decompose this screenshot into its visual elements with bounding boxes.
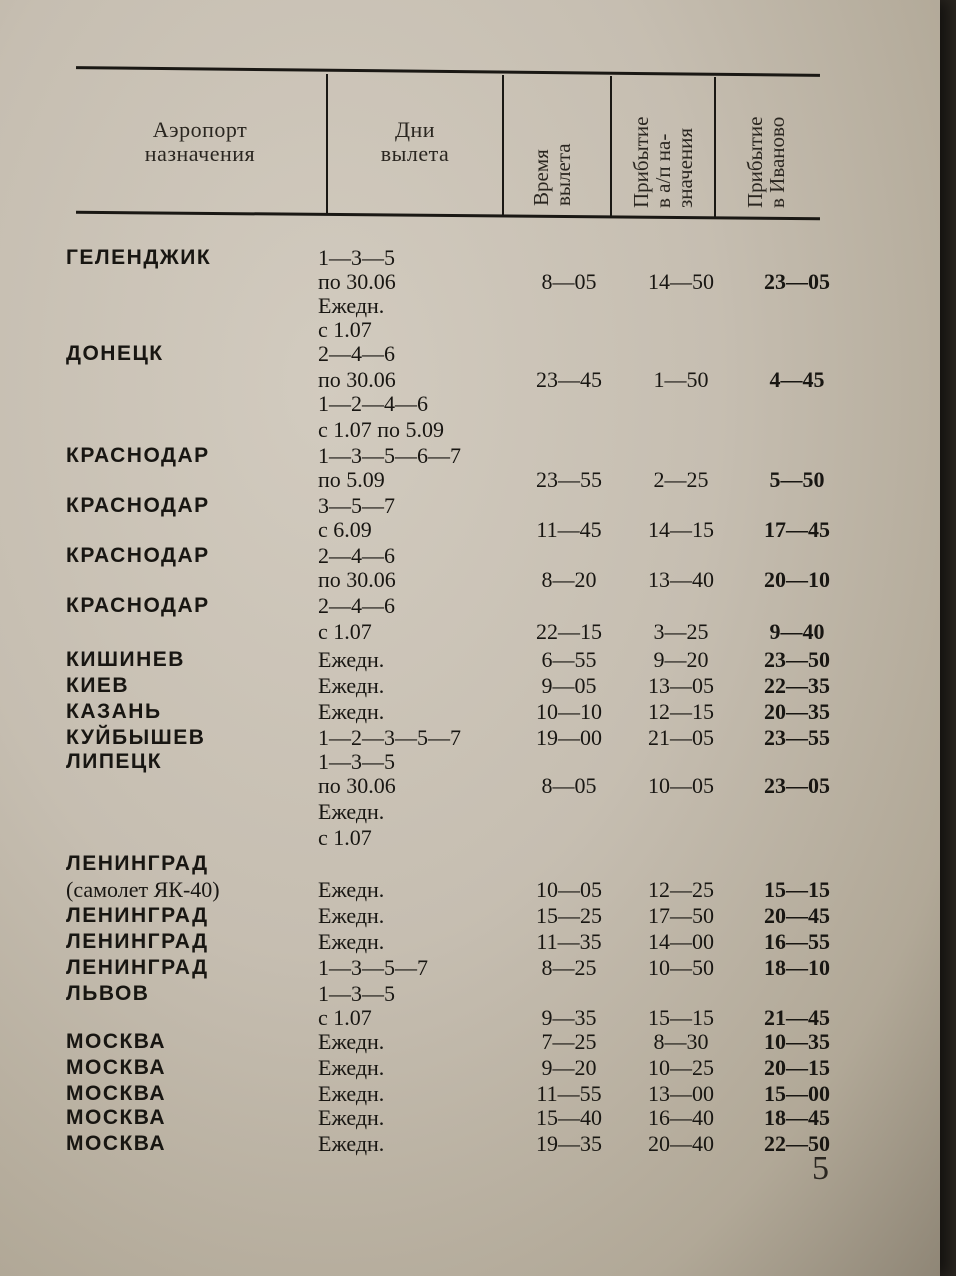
departure-cell: 9—35 — [541, 1005, 597, 1030]
table-row — [0, 620, 940, 644]
days-cell: 1—3—5 — [318, 749, 395, 774]
table-row — [0, 826, 940, 850]
header-arrival-ivanovo: Прибытие в Иваново — [743, 116, 789, 208]
city-cell: КАЗАНЬ — [66, 700, 162, 723]
table-row — [0, 270, 940, 294]
departure-cell: 10—10 — [536, 699, 602, 724]
city-cell: ЛЕНИНГРАД — [66, 956, 209, 979]
days-cell: Ежедн. — [318, 1131, 385, 1156]
table-row — [0, 444, 940, 468]
header-days: Дни вылета — [380, 117, 450, 166]
city-cell: МОСКВА — [66, 1082, 167, 1105]
arrival-ivanovo-cell: 16—55 — [764, 929, 830, 954]
arrival-ivanovo-cell: 20—15 — [764, 1055, 830, 1080]
days-cell: Ежедн. — [318, 293, 385, 318]
days-cell: Ежедн. — [318, 903, 385, 928]
arrival-ivanovo-cell: 9—40 — [769, 619, 825, 644]
city-cell: (самолет ЯК-40) — [66, 877, 220, 902]
days-cell: Ежедн. — [318, 1081, 385, 1106]
col-divider-2 — [502, 75, 504, 215]
table-row — [0, 1030, 940, 1054]
days-cell: Ежедн. — [318, 929, 385, 954]
days-cell: 3—5—7 — [318, 493, 395, 518]
city-cell: МОСКВА — [66, 1106, 167, 1129]
arrival-ivanovo-cell: 17—45 — [764, 517, 830, 542]
city-cell: КРАСНОДАР — [66, 544, 210, 567]
departure-cell: 8—05 — [541, 773, 597, 798]
arrival-ivanovo-cell: 23—05 — [764, 269, 830, 294]
arrival-ivanovo-cell: 5—50 — [769, 467, 825, 492]
arrival-ivanovo-cell: 23—05 — [764, 773, 830, 798]
col-divider-1 — [326, 74, 328, 214]
days-cell: по 30.06 — [318, 367, 396, 392]
header-bottom-rule — [76, 211, 820, 220]
col-divider-4 — [714, 77, 716, 217]
arrival-destination-cell: 13—05 — [648, 673, 714, 698]
header-airport: Аэропорт назначения — [144, 117, 256, 166]
table-row — [0, 544, 940, 568]
departure-cell: 23—55 — [536, 467, 602, 492]
table-row — [0, 468, 940, 492]
days-cell: с 1.07 — [318, 825, 372, 850]
arrival-destination-cell: 12—15 — [648, 699, 714, 724]
arrival-ivanovo-cell: 4—45 — [769, 367, 825, 392]
departure-cell: 19—35 — [536, 1131, 602, 1156]
days-cell: 1—3—5—7 — [318, 955, 428, 980]
arrival-destination-cell: 1—50 — [653, 367, 709, 392]
table-row — [0, 318, 940, 342]
city-cell: ЛЕНИНГРАД — [66, 904, 209, 927]
table-row — [0, 568, 940, 592]
arrival-ivanovo-cell: 20—10 — [764, 567, 830, 592]
table-row — [0, 246, 940, 270]
city-cell: МОСКВА — [66, 1132, 167, 1155]
city-cell: МОСКВА — [66, 1056, 167, 1079]
departure-cell: 22—15 — [536, 619, 602, 644]
table-row — [0, 774, 940, 798]
days-cell: 1—2—4—6 — [318, 391, 428, 416]
table-row — [0, 878, 940, 902]
table-row — [0, 674, 940, 698]
departure-cell: 11—35 — [536, 929, 602, 954]
table-row — [0, 494, 940, 518]
table-row — [0, 418, 940, 442]
city-cell: ЛЬВОВ — [66, 982, 150, 1005]
city-cell: ЛЕНИНГРАД — [66, 930, 209, 953]
table-row — [0, 982, 940, 1006]
arrival-destination-cell: 14—50 — [648, 269, 714, 294]
table-row — [0, 726, 940, 750]
days-cell: с 1.07 — [318, 317, 372, 342]
table-row — [0, 594, 940, 618]
arrival-ivanovo-cell: 15—15 — [764, 877, 830, 902]
table-row — [0, 368, 940, 392]
days-cell: по 30.06 — [318, 567, 396, 592]
departure-cell: 11—45 — [536, 517, 602, 542]
city-cell: КРАСНОДАР — [66, 494, 210, 517]
departure-cell: 11—55 — [536, 1081, 602, 1106]
days-cell: 1—3—5 — [318, 245, 395, 270]
arrival-destination-cell: 15—15 — [648, 1005, 714, 1030]
days-cell: Ежедн. — [318, 1055, 385, 1080]
arrival-ivanovo-cell: 15—00 — [764, 1081, 830, 1106]
arrival-ivanovo-cell: 18—10 — [764, 955, 830, 980]
departure-cell: 9—20 — [541, 1055, 597, 1080]
arrival-ivanovo-cell: 21—45 — [764, 1005, 830, 1030]
arrival-ivanovo-cell: 22—35 — [764, 673, 830, 698]
arrival-destination-cell: 17—50 — [648, 903, 714, 928]
arrival-destination-cell: 12—25 — [648, 877, 714, 902]
days-cell: Ежедн. — [318, 673, 385, 698]
days-cell: по 5.09 — [318, 467, 385, 492]
city-cell: ЛЕНИНГРАД — [66, 852, 209, 875]
days-cell: с 1.07 — [318, 619, 372, 644]
table-row — [0, 956, 940, 980]
arrival-destination-cell: 14—15 — [648, 517, 714, 542]
table-row — [0, 700, 940, 724]
table-row — [0, 1106, 940, 1130]
arrival-destination-cell: 10—50 — [648, 955, 714, 980]
arrival-ivanovo-cell: 22—50 — [764, 1131, 830, 1156]
arrival-destination-cell: 3—25 — [653, 619, 709, 644]
arrival-ivanovo-cell: 18—45 — [764, 1105, 830, 1130]
header-departure: Время вылета — [529, 143, 575, 206]
departure-cell: 6—55 — [541, 647, 597, 672]
departure-cell: 10—05 — [536, 877, 602, 902]
days-cell: 1—3—5 — [318, 981, 395, 1006]
city-cell: КРАСНОДАР — [66, 594, 210, 617]
arrival-destination-cell: 13—00 — [648, 1081, 714, 1106]
departure-cell: 7—25 — [541, 1029, 597, 1054]
table-row — [0, 1006, 940, 1030]
table-row — [0, 1056, 940, 1080]
table-row — [0, 1132, 940, 1156]
departure-cell: 19—00 — [536, 725, 602, 750]
city-cell: ЛИПЕЦК — [66, 750, 163, 773]
page-number: 5 — [812, 1150, 829, 1187]
departure-cell: 15—25 — [536, 903, 602, 928]
days-cell: Ежедн. — [318, 1105, 385, 1130]
col-divider-3 — [610, 76, 612, 216]
days-cell: с 1.07 — [318, 1005, 372, 1030]
arrival-destination-cell: 9—20 — [653, 647, 709, 672]
days-cell: Ежедн. — [318, 877, 385, 902]
arrival-ivanovo-cell: 10—35 — [764, 1029, 830, 1054]
table-row — [0, 294, 940, 318]
table-row — [0, 342, 940, 366]
departure-cell: 15—40 — [536, 1105, 602, 1130]
table-row — [0, 904, 940, 928]
city-cell: ДОНЕЦК — [66, 342, 164, 365]
days-cell: 2—4—6 — [318, 593, 395, 618]
departure-cell: 8—20 — [541, 567, 597, 592]
table-row — [0, 750, 940, 774]
days-cell: 2—4—6 — [318, 543, 395, 568]
arrival-destination-cell: 20—40 — [648, 1131, 714, 1156]
arrival-destination-cell: 10—25 — [648, 1055, 714, 1080]
table-row — [0, 648, 940, 672]
arrival-destination-cell: 2—25 — [653, 467, 709, 492]
city-cell: КИЕВ — [66, 674, 130, 697]
arrival-destination-cell: 14—00 — [648, 929, 714, 954]
days-cell: Ежедн. — [318, 647, 385, 672]
days-cell: Ежедн. — [318, 1029, 385, 1054]
city-cell: ГЕЛЕНДЖИК — [66, 246, 212, 269]
header-top-rule — [76, 66, 820, 77]
days-cell: с 6.09 — [318, 517, 372, 542]
days-cell: Ежедн. — [318, 699, 385, 724]
city-cell: МОСКВА — [66, 1030, 167, 1053]
header-arrival-destination: Прибытие в а/п на- значения — [629, 116, 697, 208]
city-cell: КРАСНОДАР — [66, 444, 210, 467]
arrival-ivanovo-cell: 23—50 — [764, 647, 830, 672]
days-cell: 1—2—3—5—7 — [318, 725, 461, 750]
days-cell: 2—4—6 — [318, 341, 395, 366]
departure-cell: 23—45 — [536, 367, 602, 392]
table-row — [0, 392, 940, 416]
arrival-ivanovo-cell: 20—45 — [764, 903, 830, 928]
table-row — [0, 930, 940, 954]
arrival-ivanovo-cell: 20—35 — [764, 699, 830, 724]
table-row — [0, 800, 940, 824]
arrival-destination-cell: 10—05 — [648, 773, 714, 798]
city-cell: КИШИНЕВ — [66, 648, 185, 671]
departure-cell: 9—05 — [541, 673, 597, 698]
city-cell: КУЙБЫШЕВ — [66, 726, 206, 749]
arrival-destination-cell: 16—40 — [648, 1105, 714, 1130]
arrival-ivanovo-cell: 23—55 — [764, 725, 830, 750]
days-cell: Ежедн. — [318, 799, 385, 824]
arrival-destination-cell: 13—40 — [648, 567, 714, 592]
days-cell: по 30.06 — [318, 773, 396, 798]
table-row — [0, 518, 940, 542]
departure-cell: 8—05 — [541, 269, 597, 294]
departure-cell: 8—25 — [541, 955, 597, 980]
table-row — [0, 1082, 940, 1106]
days-cell: с 1.07 по 5.09 — [318, 417, 445, 442]
arrival-destination-cell: 8—30 — [653, 1029, 709, 1054]
arrival-destination-cell: 21—05 — [648, 725, 714, 750]
table-row — [0, 852, 940, 876]
days-cell: по 30.06 — [318, 269, 396, 294]
days-cell: 1—3—5—6—7 — [318, 443, 461, 468]
